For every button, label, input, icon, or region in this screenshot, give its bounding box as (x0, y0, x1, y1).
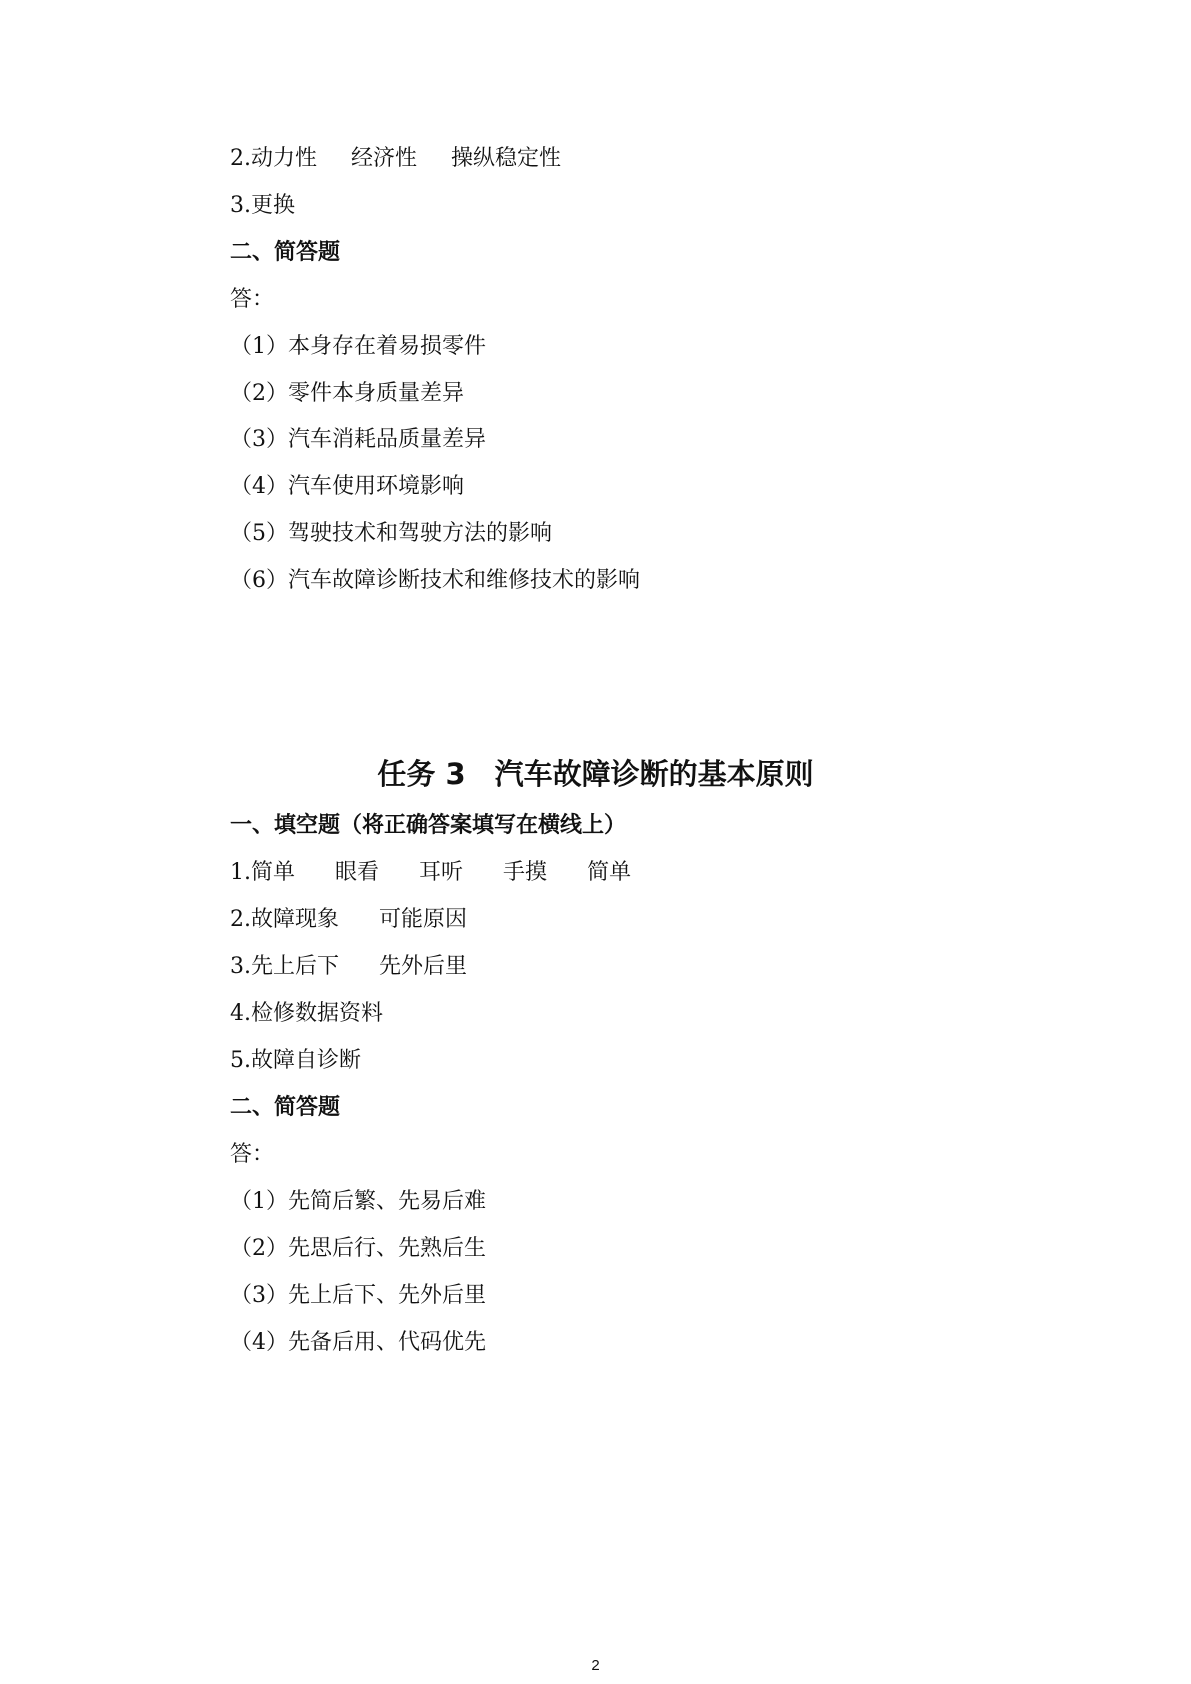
section-heading-short-answer: 二、简答题 (230, 240, 341, 265)
answer-label: 答： (230, 287, 275, 312)
answer-part: 简单 (251, 860, 296, 885)
answer-number: 2. (230, 146, 251, 171)
answer-part: 可能原因 (379, 907, 468, 932)
answer-number: 4. (230, 1001, 251, 1026)
fill-answer-3 (230, 191, 295, 221)
answer-number: 5. (230, 1048, 251, 1073)
fill-answer-2 (230, 905, 467, 935)
list-item: （1）先简后繁、先易后难 (230, 1189, 486, 1214)
answer-part: 经济性 (351, 146, 418, 171)
answer-part: 简单 (587, 860, 632, 885)
answer-part: 先上后下 (251, 954, 340, 979)
fill-answer-3 (230, 952, 467, 982)
list-item: （4）汽车使用环境影响 (230, 474, 464, 499)
list-item: （3）先上后下、先外后里 (230, 1283, 486, 1308)
list-item: （2）先思后行、先熟后生 (230, 1236, 486, 1261)
answer-part: 操纵稳定性 (451, 146, 562, 171)
page-number: 2 (591, 1657, 600, 1674)
answer-part: 先外后里 (379, 954, 468, 979)
answer-number: 2. (230, 907, 251, 932)
answer-part: 手摸 (503, 860, 548, 885)
fill-answer-2 (230, 144, 561, 174)
list-item: （6）汽车故障诊断技术和维修技术的影响 (230, 568, 640, 593)
answer-part: 眼看 (335, 860, 380, 885)
list-item: （3）汽车消耗品质量差异 (230, 427, 486, 452)
answer-label: 答： (230, 1142, 275, 1167)
section-heading-short-answer: 二、简答题 (230, 1095, 341, 1120)
answer-part: 故障现象 (251, 907, 340, 932)
list-item: （4）先备后用、代码优先 (230, 1330, 486, 1355)
list-item: （5）驾驶技术和驾驶方法的影响 (230, 521, 552, 546)
answer-part: 检修数据资料 (251, 1001, 384, 1026)
answer-number: 3. (230, 954, 251, 979)
answer-part: 故障自诊断 (251, 1048, 362, 1073)
list-item: （1）本身存在着易损零件 (230, 334, 486, 359)
fill-answer-1 (230, 858, 631, 888)
answer-number: 1. (230, 860, 251, 885)
answer-part: 耳听 (419, 860, 464, 885)
answer-number: 3. (230, 193, 251, 218)
answer-part: 更换 (251, 193, 296, 218)
section-heading-fill-blank: 一、填空题（将正确答案填写在横线上） (230, 813, 627, 838)
list-item: （2）零件本身质量差异 (230, 381, 464, 406)
answer-part: 动力性 (251, 146, 318, 171)
fill-answer-4 (230, 999, 383, 1029)
task-title: 任务 3 汽车故障诊断的基本原则 (377, 757, 814, 791)
fill-answer-5 (230, 1046, 361, 1076)
